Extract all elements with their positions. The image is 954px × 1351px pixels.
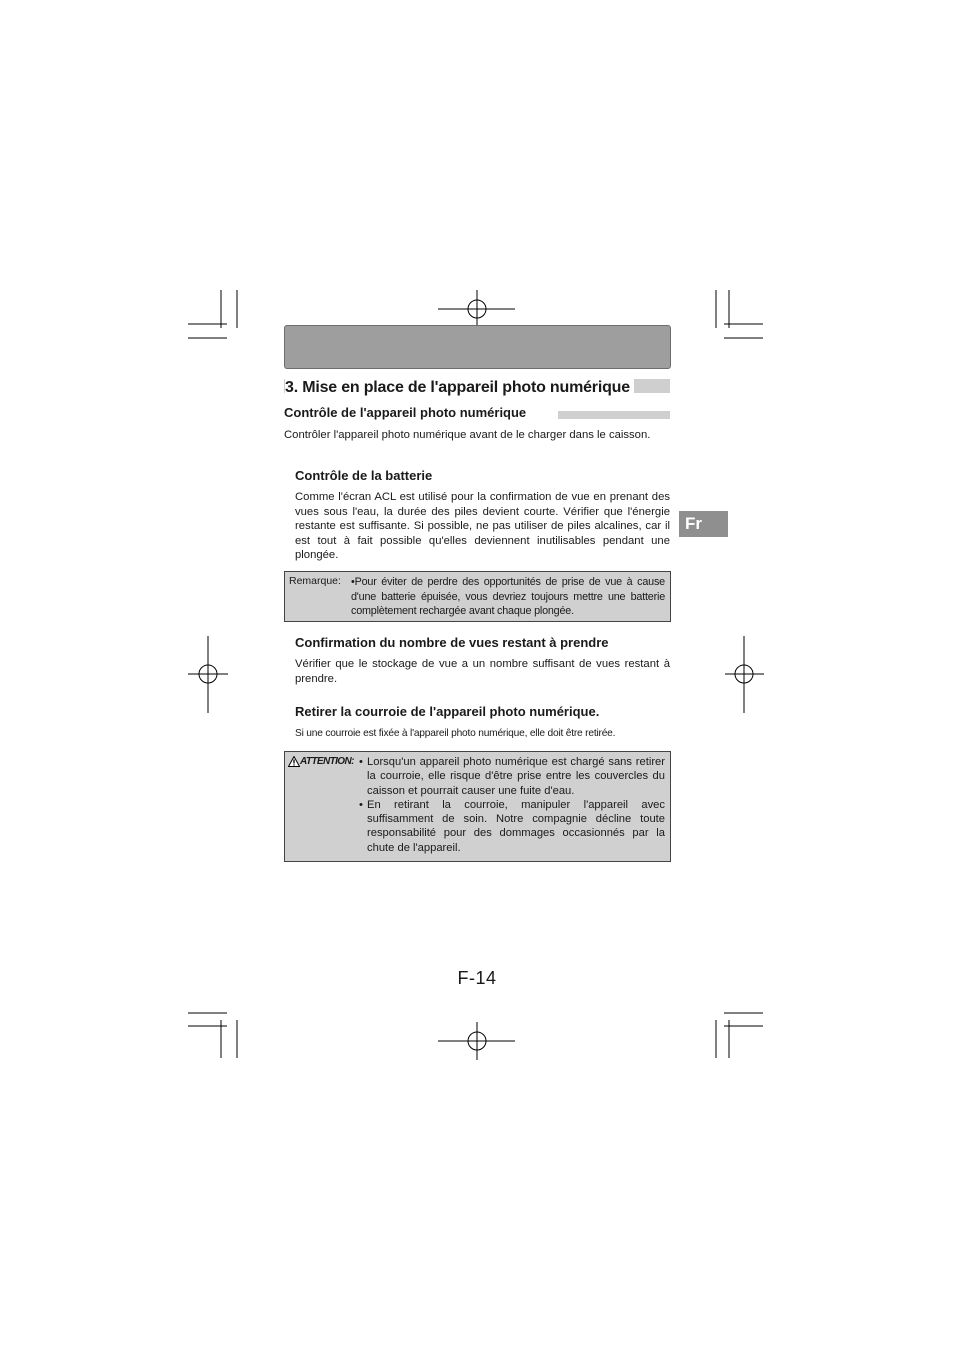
intro-paragraph: Contrôler l'appareil photo numérique avant de le charger dans le caisson. — [284, 429, 651, 441]
attention-label: ATTENTION: — [288, 756, 354, 767]
attention-box — [284, 751, 671, 862]
header-bar — [284, 325, 671, 369]
section-title-text: 3. Mise en place de l'appareil photo numérique — [285, 378, 634, 398]
strap-heading: Retirer la courroie de l'appareil photo numérique. — [295, 704, 600, 719]
note-box — [284, 571, 671, 622]
section-title — [284, 379, 670, 394]
language-tab: Fr — [679, 511, 728, 537]
note-text: •Pour éviter de perdre des opportunités de prise de vue à cause d'une batterie épuisée, vous devriez toujours mettre une batterie complètement rechargée avant chaque plongée. — [351, 576, 665, 617]
shots-heading: Confirmation du nombre de vues restant à prendre — [295, 635, 609, 650]
note-label: Remarque: — [289, 575, 341, 587]
battery-paragraph: Comme l'écran ACL est utilisé pour la confirmation de vue en prenant des vues sous l'eau, la durée des piles devient courte. Vérifier que l'énergie restante est suffisante. Si possible, ne pas utiliser de piles alcalines, car il est tout à fait possible qu'elles deviennent inutilisables pendant une plongée. — [295, 491, 670, 562]
subsection-title — [284, 405, 670, 423]
warning-triangle-icon — [288, 756, 300, 767]
attention-item: • Lorsqu'un appareil photo numérique est chargé sans retirer la courroie, elle risque d'être prise entre les couvercles du caisson et pourrait causer une fuite d'eau. — [359, 756, 665, 797]
shots-paragraph: Vérifier que le stockage de vue a un nombre suffisant de vues restant à prendre. — [295, 658, 670, 685]
subsection-title-text: Contrôle de l'appareil photo numérique — [284, 405, 527, 420]
page-number: F-14 — [457, 968, 497, 988]
strap-paragraph: Si une courroie est fixée à l'appareil photo numérique, elle doit être retirée. — [295, 728, 616, 739]
battery-heading: Contrôle de la batterie — [295, 468, 433, 483]
attention-item: • En retirant la courroie, manipuler l'appareil avec suffisamment de soin. Notre compagnie décline toute responsabilité pour des dommages occasionnés par la chute de l'appareil. — [359, 798, 665, 854]
attention-list — [359, 755, 665, 855]
